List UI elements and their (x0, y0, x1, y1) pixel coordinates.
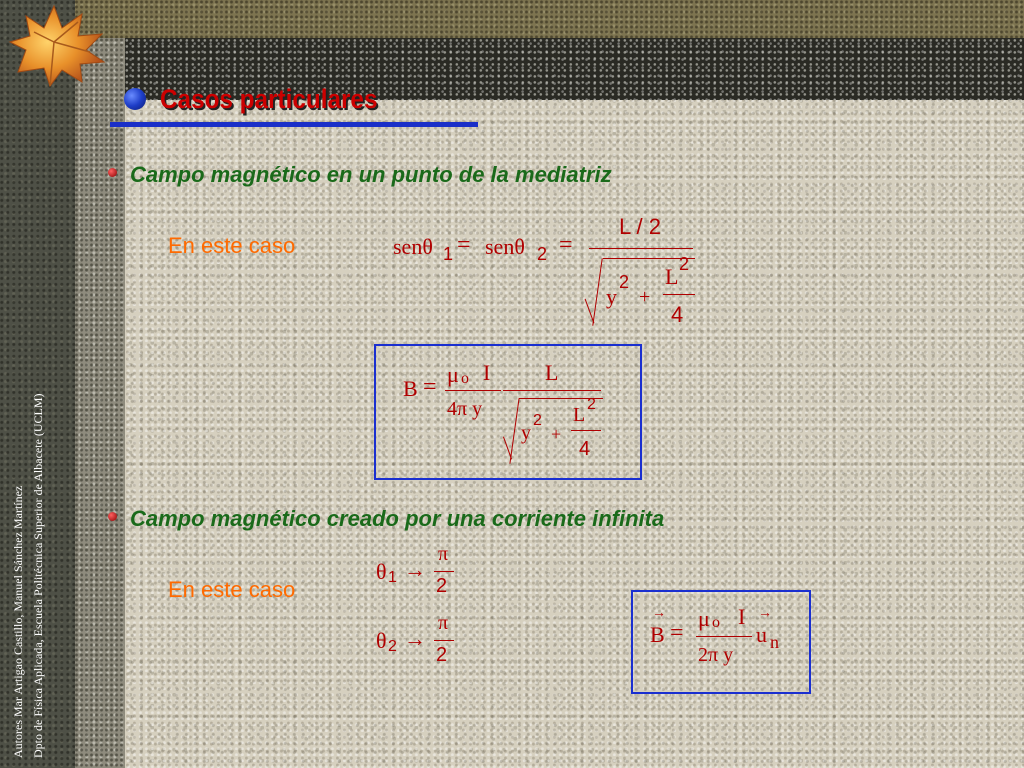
eq2-L: L (545, 360, 559, 385)
eq3-B: B (650, 622, 665, 647)
section2-caso-label: En este caso (168, 577, 296, 602)
theta1-arrow: → (404, 557, 426, 582)
eq3-mu: μ (698, 606, 710, 631)
theta1-symbol: θ (376, 559, 387, 584)
eq3-I: I (738, 604, 746, 629)
title-underline (110, 122, 478, 127)
eq2-equals: = (423, 374, 437, 400)
left-light-column (75, 38, 125, 768)
eq2-plus: + (551, 424, 562, 444)
credits-line-department: Dpto de Física Aplicada, Escuela Politécnica Superior de Albacete (UCLM) (31, 393, 45, 758)
eq3-2pi-y: 2π y (698, 644, 734, 666)
title-bullet-icon (124, 88, 146, 110)
eq3-mu-sub: o (712, 614, 720, 631)
section1-heading: Campo magnético en un punto de la mediatriz (130, 162, 612, 187)
eq2-4pi-y: 4π y (447, 398, 483, 420)
eq1-y: y (606, 284, 617, 309)
eq3-equals: = (670, 620, 684, 646)
eq3-u-sub: n (770, 632, 779, 652)
eq2-sqrt-stem (509, 398, 519, 463)
eq1-fraction-bar (589, 248, 693, 249)
theta1-sub: 1 (388, 569, 397, 586)
section1-bullet-icon (108, 168, 117, 177)
eq1-numerator: L / 2 (619, 214, 661, 239)
eq2-I: I (483, 360, 491, 385)
eq1-L: L (665, 264, 679, 289)
eq2-fraction-bar1 (445, 390, 501, 391)
page-title: Casos particulares (160, 84, 378, 114)
theta1-den: 2 (436, 575, 448, 597)
eq2-mu-sub: o (461, 370, 469, 387)
theta2-fraction-bar (434, 640, 454, 641)
theta2-num: π (438, 612, 449, 634)
eq2-mu: μ (447, 362, 459, 387)
theta2-sub: 2 (388, 638, 397, 655)
eq2-L2: L (573, 404, 586, 426)
theta1-fraction-bar (434, 571, 454, 572)
equation-B-mediatriz (403, 358, 623, 468)
eq2-den4: 4 (579, 438, 591, 460)
eq1-sub2: 2 (537, 244, 548, 264)
eq1-y-exp: 2 (619, 272, 630, 292)
eq1-sqrt-stem (592, 258, 602, 325)
eq3-fraction-bar (696, 636, 752, 637)
eq2-inner-fraction-bar (571, 430, 601, 431)
eq1-L-exp: 2 (679, 254, 690, 274)
eq3-B-vector-arrow: → (652, 606, 666, 621)
equation-B-infinite (650, 602, 800, 682)
eq2-fraction-bar2 (503, 390, 601, 391)
equation-theta1-limit (376, 543, 466, 603)
section1-caso-label: En este caso (168, 233, 296, 258)
eq3-u: u (756, 622, 767, 647)
equation-theta2-limit (376, 612, 466, 672)
eq2-B: B (403, 376, 418, 401)
eq1-inner-fraction-bar (663, 294, 695, 295)
eq1-sen-theta1: senθ (393, 234, 433, 259)
credits-rotated (8, 18, 68, 758)
theta2-den: 2 (436, 644, 448, 666)
eq1-sen-theta2: senθ (485, 234, 525, 259)
eq1-equals1: = (457, 232, 471, 258)
eq1-den4: 4 (671, 302, 684, 327)
section2-bullet-icon (108, 512, 117, 521)
eq2-y-exp: 2 (533, 412, 542, 429)
eq1-sub1: 1 (443, 244, 454, 264)
eq3-u-vector-arrow: → (758, 606, 772, 621)
eq2-y: y (521, 422, 531, 444)
eq1-equals2: = (559, 232, 573, 258)
equation-sen-theta (393, 210, 713, 335)
theta2-arrow: → (404, 626, 426, 651)
credits-line-authors: Autores Mar Artigao Castillo, Manuel Sánchez Martínez (11, 485, 25, 758)
theta1-num: π (438, 543, 449, 565)
section2-heading: Campo magnético creado por una corriente infinita (130, 506, 665, 531)
eq1-plus: + (639, 286, 651, 308)
eq2-L2-exp: 2 (587, 396, 596, 413)
top-texture-band (0, 0, 1024, 38)
theta2-symbol: θ (376, 628, 387, 653)
